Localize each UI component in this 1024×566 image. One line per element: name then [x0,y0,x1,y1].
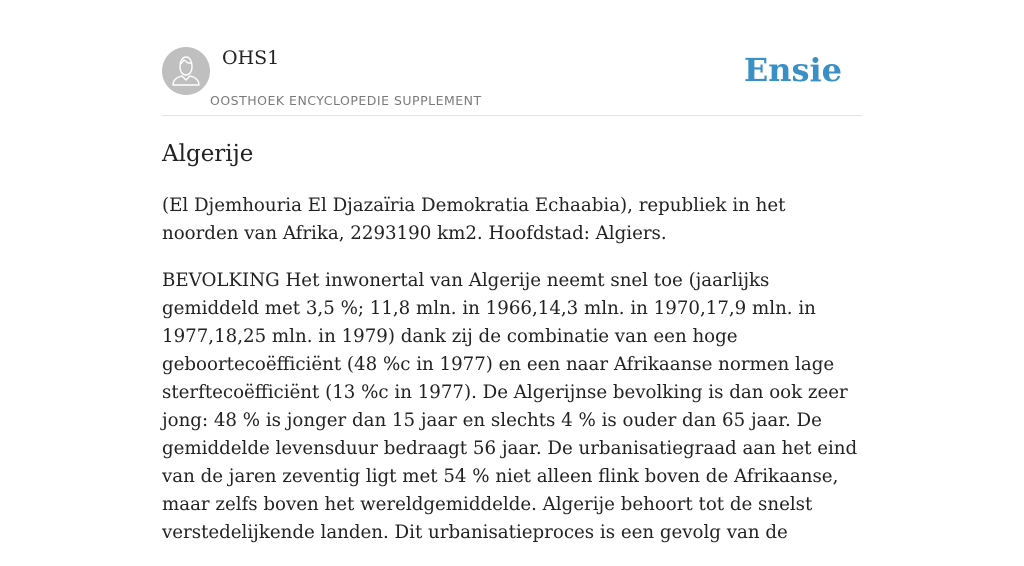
article-title: Algerije [162,141,254,167]
user-silhouette-icon [162,47,210,95]
article-header [162,0,862,116]
brand-logo[interactable]: Ensie [743,51,842,89]
article-body [162,192,862,566]
article-page [162,0,862,543]
author-avatar[interactable] [162,47,210,95]
article-paragraph: (El Djemhouria El Djazaïria Demokratia Echaabia), republiek in het noorden van Afrika, 2293190 km2. Hoofdstad: Algiers. [162,195,786,244]
source-label[interactable]: OOSTHOEK ENCYCLOPEDIE SUPPLEMENT [210,93,482,108]
article-paragraph: BEVOLKING Het inwonertal van Algerije neemt snel toe (jaarlijks gemiddeld met 3,5 %; 11,8 mln. in 1966,14,3 mln. in 1970,17,9 mln. in 1977,18,25 mln. in 1979) dank zij de combinatie van een hoge geboortecoëfficiënt (48 %c in 1977) en een naar Afrikaanse normen lage sterftecoëfficiënt (13 %c in 1977). De Algerijnse bevolking is dan ook zeer jong: 48 % is jonger dan 15 jaar en slechts 4 % is ouder dan 65 jaar. De gemiddelde levensduur bedraagt 56 jaar. De urbanisatiegraad aan het eind van de jaren zeventig ligt met 54 % niet alleen flink boven de Afrikaanse, maar zelfs boven het wereldgemiddelde. Algerije behoort tot de snelst verstedelijkende landen. Dit urbanisatieproces is een gevolg van de [162,270,858,543]
author-name[interactable]: OHS1 [222,47,280,69]
